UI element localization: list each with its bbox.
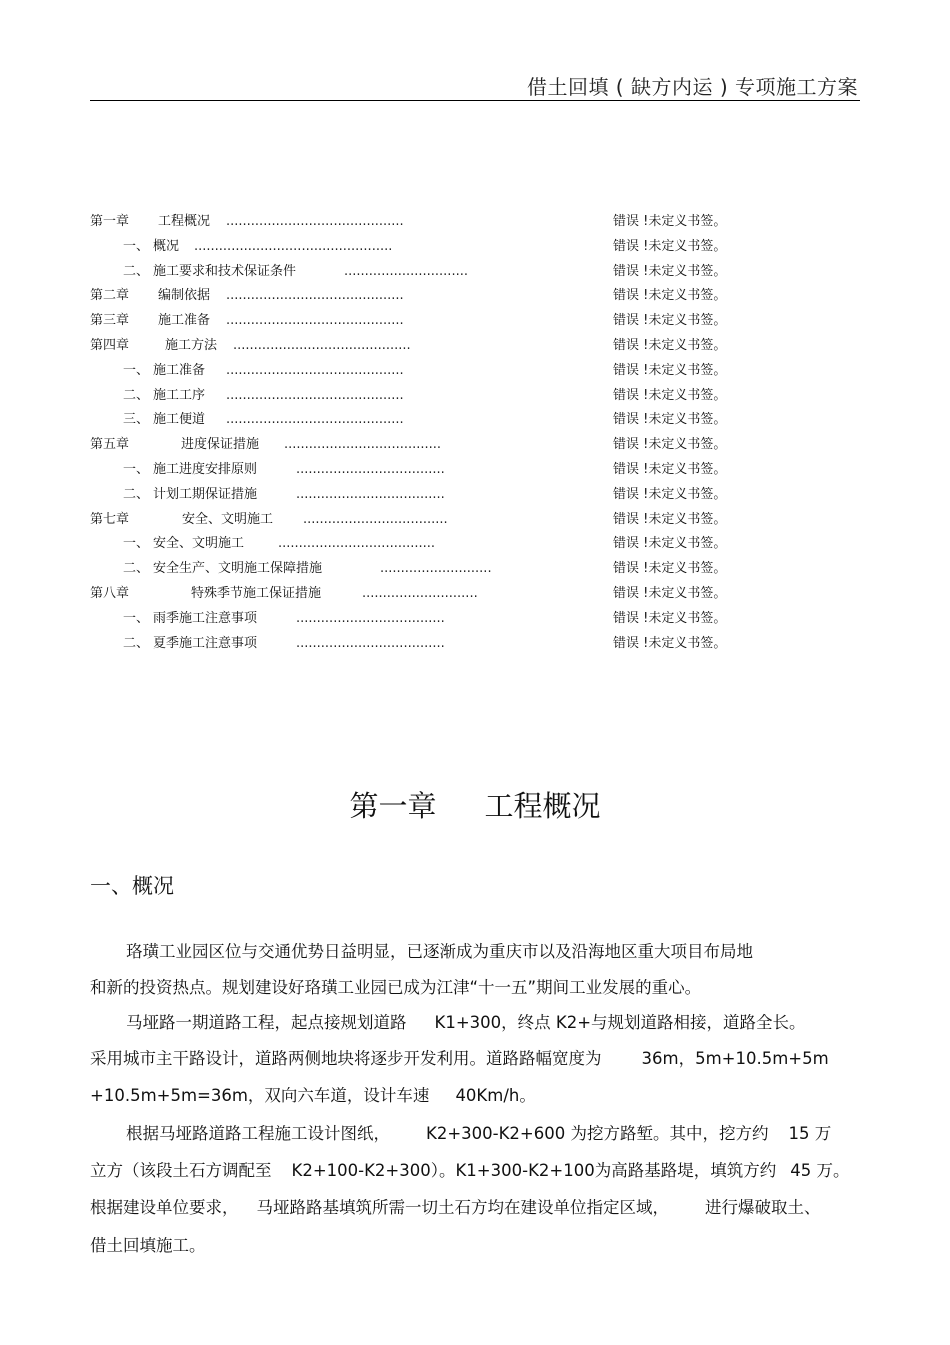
toc-title: 编制依据	[158, 288, 211, 304]
paragraph-line	[90, 1194, 821, 1218]
toc-title: 工程概况	[158, 214, 211, 229]
toc-page-ref: 错误 !未定义书签。	[613, 337, 727, 353]
toc-page-ref: 错误 !未定义书签。	[613, 561, 727, 577]
toc-label: 一、	[123, 362, 150, 378]
chapter-heading	[0, 784, 950, 825]
header-divider	[90, 100, 860, 101]
toc-page-ref: 错误 !未定义书签。	[613, 387, 727, 403]
toc-entry[interactable]	[90, 212, 860, 237]
toc-page-ref: 错误 !未定义书签。	[613, 362, 727, 378]
table-of-contents	[90, 212, 860, 658]
toc-title: 施工准备	[153, 362, 206, 378]
toc-leader-dots: ...........................................	[226, 313, 404, 329]
paragraph-line: 借土回填施工。	[90, 1236, 206, 1255]
toc-leader-dots: ......................................	[278, 536, 436, 552]
toc-page-ref: 错误 !未定义书签。	[613, 437, 727, 453]
toc-leader-dots: ...........................................	[226, 412, 404, 428]
toc-page-ref: 错误 !未定义书签。	[613, 288, 727, 304]
toc-title: 施工要求和技术保证条件	[153, 263, 297, 279]
toc-title: 雨季施工注意事项	[153, 610, 258, 626]
toc-label: 第一章	[90, 214, 130, 229]
text-run: 马垭路一期道路工程，起点接规划道路	[126, 1013, 407, 1032]
toc-entry[interactable]	[90, 237, 860, 262]
toc-label: 一、	[123, 536, 150, 552]
toc-entry[interactable]	[90, 559, 860, 584]
toc-entry[interactable]	[90, 460, 860, 485]
toc-label: 第七章	[90, 511, 130, 527]
text-run: 根据马垭路道路工程施工设计图纸，	[126, 1124, 390, 1143]
toc-page-ref: 错误 !未定义书签。	[613, 635, 727, 651]
text-run: 15 万	[788, 1124, 832, 1143]
text-run: K1+300，终点 K2+与规划道路相接，道路全长。	[434, 1013, 806, 1032]
paragraph-line	[90, 1045, 829, 1069]
toc-leader-dots: ....................................	[296, 486, 445, 502]
toc-leader-dots: ...........................................	[226, 288, 404, 304]
toc-label: 二、	[123, 486, 150, 502]
toc-entry[interactable]	[90, 361, 860, 386]
text-run: 马垭路路基填筑所需一切土石方均在建设单位指定区域，	[256, 1198, 669, 1217]
toc-title: 施工准备	[158, 313, 211, 329]
toc-label: 第三章	[90, 313, 130, 329]
toc-page-ref: 错误 !未定义书签。	[613, 263, 727, 279]
toc-page-ref: 错误 !未定义书签。	[613, 536, 727, 552]
toc-page-ref: 错误 !未定义书签。	[613, 238, 727, 254]
toc-label: 第八章	[90, 585, 130, 601]
text-run: 立方（该段土石方调配至	[90, 1161, 272, 1180]
document-header-title: 借土回填 ( 缺方内运 ) 专项施工方案	[526, 75, 858, 99]
toc-page-ref: 错误 !未定义书签。	[613, 313, 727, 329]
paragraph-line	[126, 1009, 806, 1033]
toc-page-ref: 错误 !未定义书签。	[613, 486, 727, 502]
toc-entry[interactable]	[90, 485, 860, 510]
toc-page-ref: 错误 !未定义书签。	[613, 610, 727, 626]
toc-title: 施工进度安排原则	[153, 461, 258, 477]
toc-page-ref: 错误 !未定义书签。	[613, 214, 727, 229]
toc-leader-dots: ...........................................	[233, 337, 411, 353]
toc-label: 第五章	[90, 437, 130, 453]
toc-label: 三、	[123, 412, 150, 428]
toc-title: 夏季施工注意事项	[153, 635, 258, 651]
toc-title: 安全生产、文明施工保障措施	[153, 561, 323, 577]
paragraph-line: 珞璜工业园区位与交通优势日益明显，已逐渐成为重庆市以及沿海地区重大项目布局地	[126, 942, 753, 961]
toc-entry[interactable]	[90, 510, 860, 535]
toc-title: 施工便道	[153, 412, 206, 428]
toc-leader-dots: ....................................	[296, 610, 445, 626]
text-run: 40Km/h。	[455, 1086, 536, 1105]
toc-entry[interactable]	[90, 609, 860, 634]
toc-leader-dots: ............................	[362, 585, 478, 601]
toc-label: 一、	[123, 238, 150, 254]
text-run: 45 万。	[790, 1161, 850, 1180]
toc-entry[interactable]	[90, 386, 860, 411]
toc-entry[interactable]	[90, 584, 860, 609]
text-run: K2+300-K2+600 为挖方路堑。其中，挖方约	[426, 1124, 769, 1143]
toc-title: 施工方法	[165, 337, 218, 353]
toc-label: 二、	[123, 561, 150, 577]
toc-leader-dots: ..............................	[344, 263, 468, 279]
toc-page-ref: 错误 !未定义书签。	[613, 412, 727, 428]
paragraph-line	[126, 1120, 831, 1144]
toc-entry[interactable]	[90, 311, 860, 336]
paragraph-line	[90, 1082, 536, 1106]
toc-leader-dots: ....................................	[296, 461, 445, 477]
toc-entry[interactable]	[90, 534, 860, 559]
toc-entry[interactable]	[90, 262, 860, 287]
text-run: 36m，5m+10.5m+5m	[641, 1049, 829, 1068]
toc-entry[interactable]	[90, 410, 860, 435]
toc-entry[interactable]	[90, 336, 860, 361]
toc-leader-dots: ...........................	[380, 561, 492, 577]
toc-label: 二、	[123, 635, 150, 651]
toc-label: 第二章	[90, 288, 130, 304]
toc-title: 进度保证措施	[181, 437, 260, 453]
toc-entry[interactable]	[90, 286, 860, 311]
toc-entry[interactable]	[90, 634, 860, 659]
toc-leader-dots: ....................................	[296, 635, 445, 651]
toc-page-ref: 错误 !未定义书签。	[613, 511, 727, 527]
text-run: +10.5m+5m=36m，双向六车道，设计车速	[90, 1086, 430, 1105]
toc-entry[interactable]	[90, 435, 860, 460]
toc-label: 一、	[123, 610, 150, 626]
toc-label: 一、	[123, 461, 150, 477]
toc-title: 计划工期保证措施	[153, 486, 258, 502]
toc-leader-dots: ...........................................	[226, 214, 404, 229]
toc-title: 安全、文明施工	[182, 511, 274, 527]
toc-leader-dots: ......................................	[284, 437, 442, 453]
toc-title: 概况	[153, 238, 180, 254]
text-run: 进行爆破取土、	[705, 1198, 821, 1217]
text-run: K2+100-K2+300）。K1+300-K2+100为高路基路堤，填筑方约	[291, 1161, 777, 1180]
chapter-title: 工程概况	[484, 789, 601, 823]
text-run: 根据建设单位要求，	[90, 1198, 239, 1217]
toc-title: 施工工序	[153, 387, 206, 403]
toc-title: 特殊季节施工保证措施	[191, 585, 322, 601]
toc-title: 安全、文明施工	[153, 536, 245, 552]
toc-leader-dots: ...........................................	[226, 362, 404, 378]
toc-label: 二、	[123, 387, 150, 403]
toc-label: 二、	[123, 263, 150, 279]
paragraph-line	[90, 1157, 849, 1181]
toc-label: 第四章	[90, 337, 130, 353]
toc-leader-dots: ...................................	[303, 511, 448, 527]
paragraph-line: 和新的投资热点。规划建设好珞璜工业园已成为江津“十一五”期间工业发展的重心。	[90, 978, 702, 997]
toc-page-ref: 错误 !未定义书签。	[613, 585, 727, 601]
text-run: 采用城市主干路设计，道路两侧地块将逐步开发利用。道路路幅宽度为	[90, 1049, 602, 1068]
chapter-label: 第一章	[349, 789, 437, 823]
toc-leader-dots: ................................................	[194, 238, 393, 254]
toc-page-ref: 错误 !未定义书签。	[613, 461, 727, 477]
section-heading: 一、概况	[90, 874, 174, 898]
toc-leader-dots: ...........................................	[226, 387, 404, 403]
